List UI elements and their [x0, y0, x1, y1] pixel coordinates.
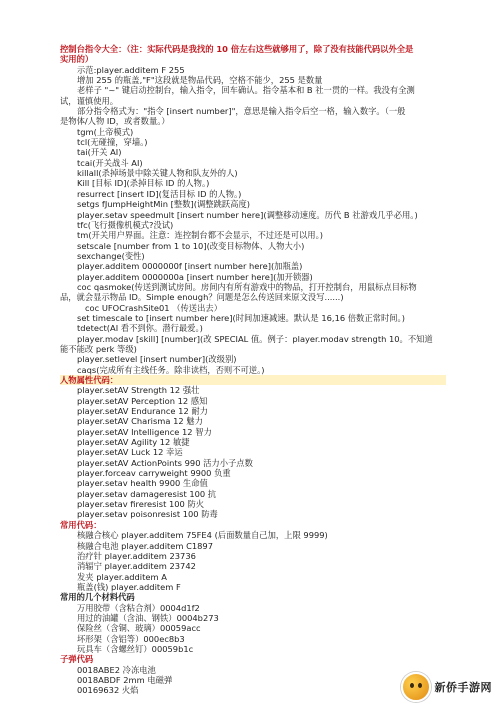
- command-line: setgs fJumpHeightMin [整数](调整跳跃高度): [77, 199, 250, 210]
- material-list: [60, 603, 446, 655]
- attr-line: player.setAV Agility 12 敏捷: [77, 437, 190, 448]
- attr-line: player.setAV Strength 12 强壮: [77, 385, 200, 396]
- material-code-line: 用过的油罐（含油、钢铁）0004b273: [77, 612, 219, 623]
- command-line: killall(杀掉场景中除关键人物和队友外的人): [77, 168, 238, 179]
- command-line: 老样子 "~" 键启动控制台，输入指令，回车确认。指令基本和 B 社一贯的一样。我没有全测: [77, 85, 415, 96]
- command-line: player.additem 0000000f [insert number here](加瓶盖): [77, 261, 303, 272]
- attr-line: player.setAV Perception 12 感知: [77, 395, 208, 406]
- command-list: [60, 65, 446, 375]
- command-line: 试，谨慎使用。: [60, 95, 119, 106]
- command-line: Kill [目标 ID](杀掉目标 ID 的人物。): [77, 178, 210, 189]
- command-line: set timescale to [insert number here](时间加速减速。默认是 16,16 倍数正常时间。): [77, 312, 405, 323]
- section-materials-heading: 常用的几个材料代码: [60, 592, 135, 603]
- common-code-line: 核融合电池 player.additem C1897: [77, 540, 213, 551]
- section-ammo-heading: 子弹代码: [60, 654, 94, 665]
- mascot-face-icon: [401, 672, 431, 702]
- attr-line: player.setav fireresist 100 防火: [77, 499, 205, 510]
- attr-line: player.setAV Intelligence 12 智力: [77, 426, 212, 437]
- command-line: tfc(飞行摄像机模式?没试): [77, 219, 174, 230]
- common-code-line: 治疗针 player.additem 23736: [77, 550, 196, 561]
- attr-line: player.setAV ActionPoints 990 活力小子点数: [77, 457, 253, 468]
- section-attr-heading: 人物属性代码：: [60, 375, 446, 385]
- command-line: player.setav speedmult [insert number here](调整移动速度。历代 B 社游戏几乎必用。): [77, 209, 418, 220]
- command-line: 品，就会显示物品 ID。Simple enough？问题是怎么传送回来原文没写......): [60, 292, 344, 303]
- attr-line: player.setAV Charisma 12 魅力: [77, 416, 203, 427]
- ammo-code-line: 0018ABE2 冷冻电池: [77, 664, 156, 675]
- command-line: caqs(完成所有主线任务。除非读档，否则不可逆。): [77, 364, 265, 375]
- document-body: [60, 44, 446, 696]
- watermark-text: 新侨手游网: [434, 681, 492, 694]
- attr-line: player.setav damageresist 100 抗: [77, 488, 217, 499]
- command-line: tcl(无碰撞，穿墙。): [77, 137, 148, 148]
- ammo-code-line: 00169632 火焰: [77, 685, 139, 696]
- command-line: 示范:player.additem F 255: [77, 64, 185, 75]
- common-list: [60, 530, 446, 592]
- command-line: 是物体/人物 ID，或者数量。）: [60, 116, 170, 127]
- command-line: player.setlevel [insert number](改级别): [77, 354, 237, 365]
- section-common-heading: 常用代码：: [60, 519, 102, 530]
- common-code-line: 瓶盖(钱) player.additem F: [77, 581, 181, 592]
- attr-line: player.setav health 9900 生命值: [77, 478, 208, 489]
- command-line: player.modav [skill] [number](改 SPECIAL 值。例子：player.modav strength 10。不知道: [77, 333, 433, 344]
- command-line: tcai(开关战斗 AI): [77, 157, 143, 168]
- command-line: tai(开关 AI): [77, 147, 122, 158]
- command-line: 部分指令格式为："指令 [insert number]"，意思是输入指令后空一格，输入数字。（一般: [77, 106, 406, 117]
- ammo-list: [60, 665, 446, 696]
- command-line: player.additem 0000000a [insert number here](加开锁器): [77, 271, 313, 282]
- ammo-code-line: 0018ABDF 2mm 电磁弹: [77, 674, 173, 685]
- attr-line: player.setAV Endurance 12 耐力: [77, 406, 208, 417]
- common-code-line: 核融合核心 player.additem 75FE4 (后面数量自己加，上限 9999): [77, 530, 328, 541]
- material-code-line: 坏形架（含铝等）000ec8b3: [77, 633, 185, 644]
- command-line: tgm(上帝模式): [77, 126, 134, 137]
- command-line: setscale [number from 1 to 10](改变目标物体、人物大小): [77, 240, 305, 251]
- doc-title-line-2: 实用的）: [60, 54, 94, 65]
- material-code-line: 玩具车（含螺丝钉）00059b1c: [77, 643, 194, 654]
- command-line: 能不能改 perk 等级): [60, 343, 137, 354]
- command-line: tdetect(AI 看不到你。潜行最爱。): [77, 323, 203, 334]
- attr-line: player.setAV Luck 12 幸运: [77, 447, 183, 458]
- command-line: tm(开关用户界面。注意：连控制台都不会显示，不过还是可以用。): [77, 230, 323, 241]
- attr-line: player.forceav carryweight 9900 负重: [77, 468, 231, 479]
- command-line: coc qasmoke(传送到测试房间。房间内有所有游戏中的物品，打开控制台，用鼠标点目标物: [77, 281, 417, 292]
- command-line: resurrect [insert ID](复活目标 ID 的人物。): [77, 188, 242, 199]
- attr-line: player.setav poisonresist 100 防毒: [77, 509, 218, 520]
- doc-title-line-1: 控制台指令大全：（注：实际代码是我找的 10 倍左右这些就够用了，除了没有技能代码以外全是: [60, 44, 414, 54]
- attr-list: [60, 385, 446, 519]
- command-line: coc UFOCrashSite01 （传送出去）: [85, 302, 222, 313]
- command-line: 增加 255 的瓶盖,"F"这段就是物品代码，空格不能少，255 是数量: [77, 75, 323, 86]
- material-code-line: 保险丝（含铜、玻璃）00059acc: [77, 623, 201, 634]
- command-line: sexchange(变性): [77, 250, 145, 261]
- common-code-line: 发夹 player.additem A: [77, 571, 167, 582]
- site-watermark: [401, 672, 493, 702]
- common-code-line: 消辐宁 player.additem 23742: [77, 561, 196, 572]
- material-code-line: 万用胶带（含粘合剂）0004d1f2: [77, 602, 200, 613]
